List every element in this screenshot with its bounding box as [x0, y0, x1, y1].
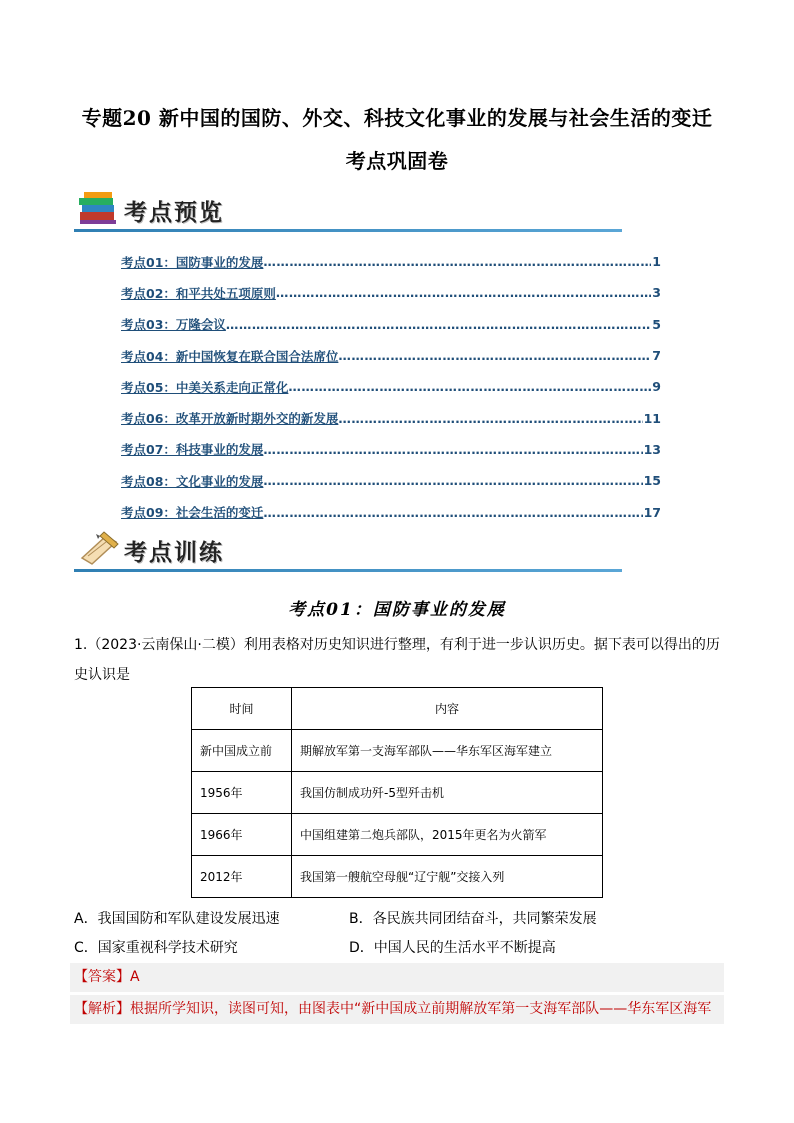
table-row — [192, 772, 603, 814]
table-cell: 我国仿制成功歼-5型歼击机 — [292, 772, 603, 814]
toc-leader — [263, 442, 642, 457]
analysis-line — [70, 995, 724, 1024]
analysis-text: 根据所学知识，读图可知，由图表中“新中国成立前期解放军第一支海军部队——华东军区海军 — [130, 1001, 712, 1017]
toc-leader — [263, 473, 642, 488]
document-subtitle: 考点巩固卷 — [345, 149, 449, 173]
toc-leader — [276, 285, 651, 300]
answer-value: A — [130, 969, 140, 985]
table-cell: 我国第一艘航空母舰“辽宁舰”交接入列 — [292, 856, 603, 898]
option-b[interactable]: B．各民族共同团结奋斗，共同繁荣发展 — [349, 910, 597, 927]
toc-item-page: 17 — [643, 504, 661, 520]
table-cell: 新中国成立前 — [192, 730, 292, 772]
toc-item-page: 15 — [643, 473, 661, 489]
toc-leader — [288, 379, 651, 394]
option-d[interactable]: D．中国人民的生活水平不断提高 — [349, 939, 556, 956]
analysis-tag: 【解析】 — [74, 1001, 130, 1017]
table-of-contents — [121, 246, 661, 528]
toc-item-label[interactable]: 考点09：社会生活的变迁 — [121, 505, 264, 521]
toc-item-label[interactable]: 考点06：改革开放新时期外交的新发展 — [121, 411, 339, 427]
toc-item-label[interactable]: 考点08：文化事业的发展 — [121, 473, 264, 489]
option-a[interactable]: A．我国国防和军队建设发展迅速 — [74, 910, 280, 927]
table-cell: 2012年 — [192, 856, 292, 898]
toc-item[interactable] — [121, 465, 661, 496]
toc-item-label[interactable]: 考点05：中美关系走向正常化 — [121, 379, 289, 395]
question-text: 1.（2023·云南保山·二模）利用表格对历史知识进行整理，有利于进一步认识历史。据下表可以得出的历史认识是 — [74, 637, 720, 683]
training-banner-label: 考点训练 — [124, 540, 224, 566]
training-banner-bar — [74, 569, 622, 572]
toc-item-label[interactable]: 考点02：和平共处五项原则 — [121, 285, 276, 301]
table-header-cell: 时间 — [192, 688, 292, 730]
toc-item-page: 7 — [652, 348, 661, 364]
toc-item[interactable] — [121, 371, 661, 402]
answer-options — [74, 903, 734, 961]
toc-item-page: 9 — [652, 379, 661, 395]
toc-item[interactable] — [121, 340, 661, 371]
preview-banner — [74, 188, 622, 232]
toc-item[interactable] — [121, 434, 661, 465]
document-title: 专题20 新中国的国防、外交、科技文化事业的发展与社会生活的变迁 — [81, 106, 713, 130]
pencil-paper-icon — [76, 528, 122, 568]
toc-item-label[interactable]: 考点03：万隆会议 — [121, 317, 226, 333]
question-table — [191, 687, 603, 898]
toc-leader — [226, 317, 651, 332]
toc-item-page: 13 — [643, 441, 661, 457]
answer-tag: 【答案】 — [74, 969, 130, 985]
table-cell: 中国组建第二炮兵部队，2015年更名为火箭军 — [292, 814, 603, 856]
toc-item[interactable] — [121, 277, 661, 308]
toc-leader — [263, 254, 651, 269]
table-cell: 期解放军第一支海军部队——华东军区海军建立 — [292, 730, 603, 772]
toc-item-label[interactable]: 考点07：科技事业的发展 — [121, 442, 264, 458]
toc-item[interactable] — [121, 246, 661, 277]
toc-item[interactable] — [121, 496, 661, 527]
table-header-cell: 内容 — [292, 688, 603, 730]
toc-item-page: 3 — [652, 285, 661, 301]
toc-leader — [338, 411, 642, 426]
table-header-row — [192, 688, 603, 730]
toc-item-label[interactable]: 考点04：新中国恢复在联合国合法席位 — [121, 348, 339, 364]
toc-item-page: 5 — [652, 316, 661, 332]
table-cell: 1966年 — [192, 814, 292, 856]
preview-banner-bar — [74, 229, 622, 232]
toc-item-page: 11 — [643, 410, 661, 426]
answer-line — [70, 963, 724, 992]
table-cell: 1956年 — [192, 772, 292, 814]
toc-item-label[interactable]: 考点01：国防事业的发展 — [121, 254, 264, 270]
training-banner — [74, 528, 622, 572]
table-row — [192, 814, 603, 856]
toc-leader — [263, 505, 642, 520]
toc-item-page: 1 — [652, 254, 661, 270]
toc-leader — [338, 348, 651, 363]
section-title: 考点01：国防事业的发展 — [288, 600, 506, 620]
option-c[interactable]: C．国家重视科学技术研究 — [74, 939, 238, 956]
table-row — [192, 730, 603, 772]
toc-item[interactable] — [121, 402, 661, 433]
table-row — [192, 856, 603, 898]
toc-item[interactable] — [121, 309, 661, 340]
books-icon — [76, 188, 122, 228]
preview-banner-label: 考点预览 — [124, 200, 224, 226]
